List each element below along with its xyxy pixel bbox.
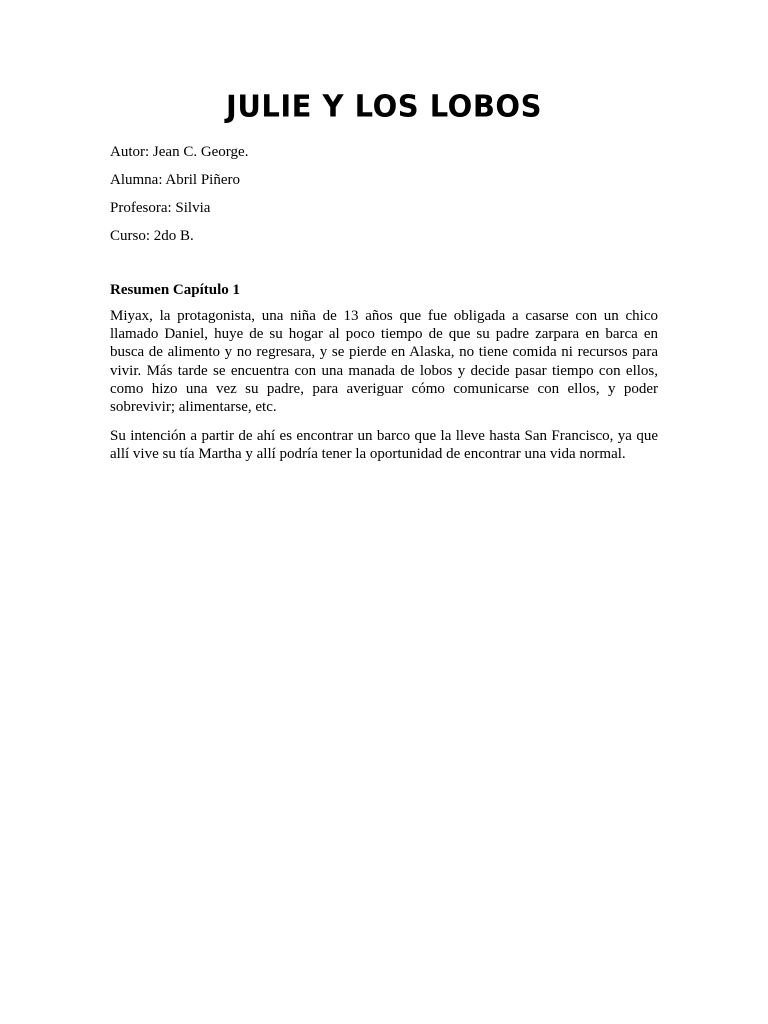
summary-paragraph-1: Miyax, la protagonista, una niña de 13 años que fue obligada a casarse con un chico llamado Daniel, huye de su hogar al poco tiempo de que su padre zarpara en barca en busca de alimento y no regresara, y se pierde en Alaska, no tiene comida ni recursos para vivir. Más tarde se encuentra con una manada de lobos y decide pasar tiempo con ellos, como hizo una vez su padre, para averiguar cómo comunicarse con ellos, y poder sobrevivir; alimentarse, etc. <box>110 308 658 416</box>
course-line: Curso: 2do B. <box>110 228 194 244</box>
summary-paragraph-2: Su intención a partir de ahí es encontrar un barco que la lleve hasta San Francisco, ya que allí vive su tía Martha y allí podría tener la oportunidad de encontrar una vida normal. <box>110 428 658 463</box>
teacher-line: Profesora: Silvia <box>110 200 211 216</box>
author-line: Autor: Jean C. George. <box>110 144 249 160</box>
section-heading: Resumen Capítulo 1 <box>110 282 241 298</box>
student-line: Alumna: Abril Piñero <box>110 172 240 188</box>
document-title: JULIE Y LOS LOBOS <box>226 88 542 124</box>
